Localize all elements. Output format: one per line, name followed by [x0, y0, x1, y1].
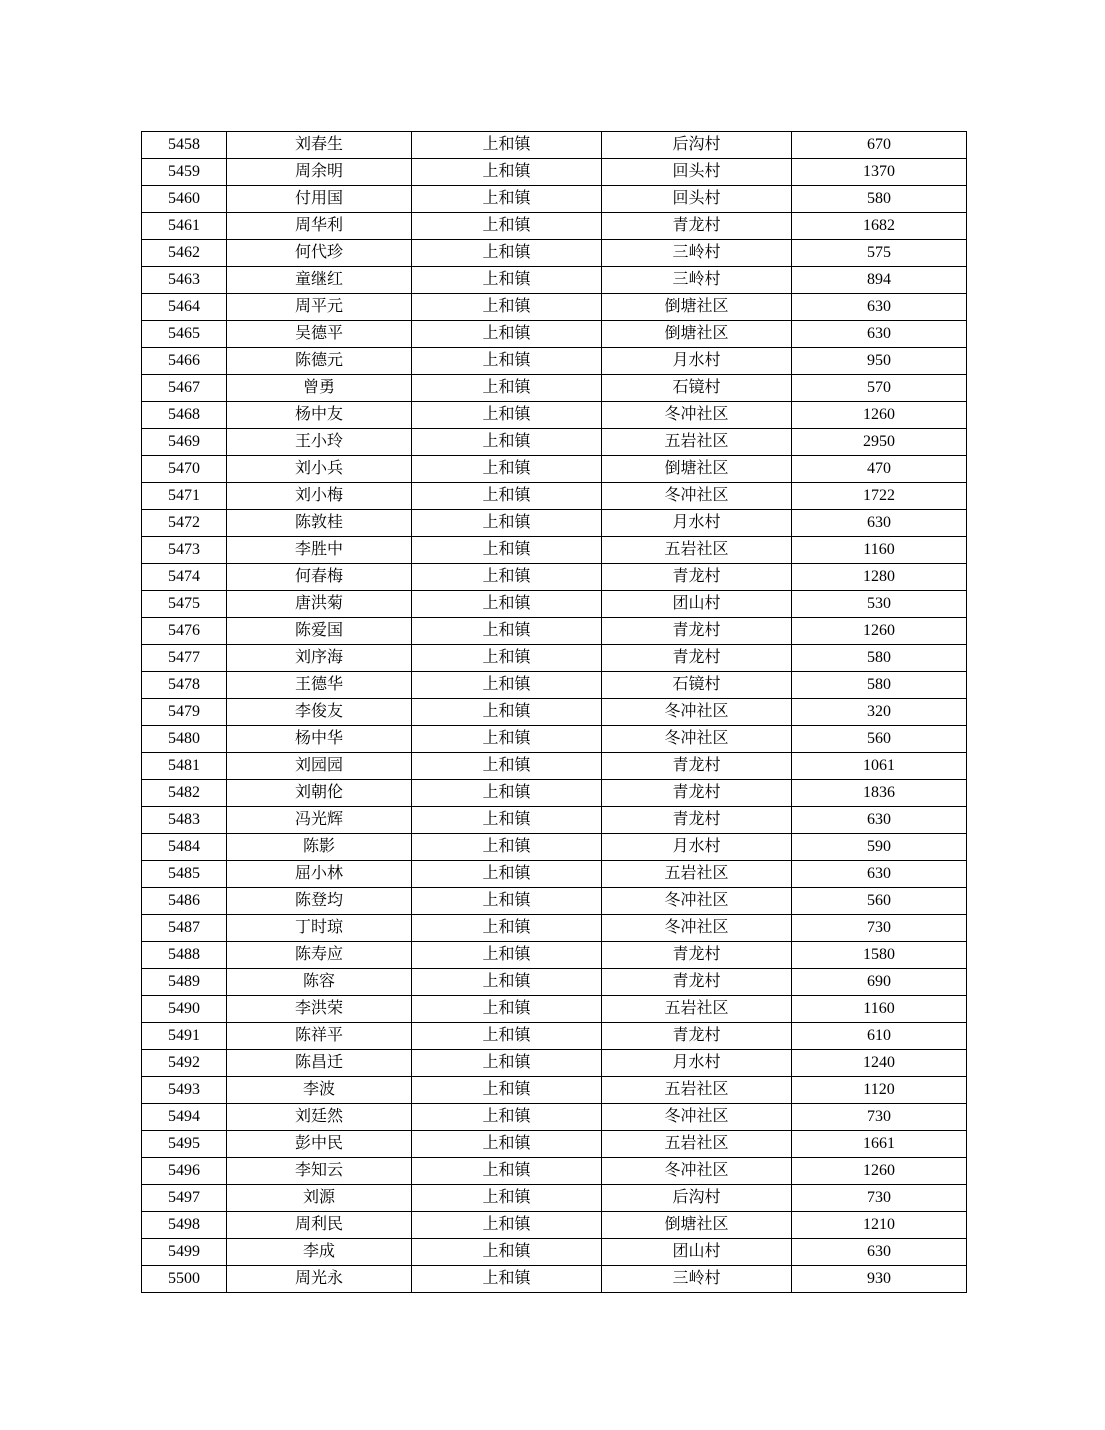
cell-village: 青龙村 [602, 942, 792, 969]
table-row [142, 618, 967, 645]
cell-amount: 1260 [792, 618, 967, 645]
cell-town: 上和镇 [412, 456, 602, 483]
cell-record-id: 5478 [142, 672, 227, 699]
cell-village: 五岩社区 [602, 429, 792, 456]
cell-village: 月水村 [602, 348, 792, 375]
cell-record-id: 5467 [142, 375, 227, 402]
cell-village: 青龙村 [602, 969, 792, 996]
cell-record-id: 5458 [142, 132, 227, 159]
cell-village: 月水村 [602, 510, 792, 537]
cell-person-name: 周平元 [227, 294, 412, 321]
cell-record-id: 5500 [142, 1266, 227, 1293]
cell-village: 三岭村 [602, 1266, 792, 1293]
cell-record-id: 5462 [142, 240, 227, 267]
cell-amount: 590 [792, 834, 967, 861]
cell-record-id: 5477 [142, 645, 227, 672]
cell-village: 青龙村 [602, 780, 792, 807]
cell-record-id: 5482 [142, 780, 227, 807]
cell-village: 石镜村 [602, 672, 792, 699]
cell-record-id: 5480 [142, 726, 227, 753]
cell-person-name: 陈昌迁 [227, 1050, 412, 1077]
cell-village: 石镜村 [602, 375, 792, 402]
cell-village: 月水村 [602, 834, 792, 861]
cell-amount: 610 [792, 1023, 967, 1050]
cell-record-id: 5461 [142, 213, 227, 240]
cell-town: 上和镇 [412, 807, 602, 834]
table-row [142, 1158, 967, 1185]
cell-village: 五岩社区 [602, 537, 792, 564]
cell-town: 上和镇 [412, 132, 602, 159]
cell-amount: 930 [792, 1266, 967, 1293]
cell-person-name: 李洪荣 [227, 996, 412, 1023]
cell-town: 上和镇 [412, 645, 602, 672]
table-row [142, 186, 967, 213]
cell-record-id: 5484 [142, 834, 227, 861]
cell-person-name: 陈影 [227, 834, 412, 861]
cell-record-id: 5494 [142, 1104, 227, 1131]
cell-record-id: 5495 [142, 1131, 227, 1158]
table-row [142, 483, 967, 510]
table-row [142, 240, 967, 267]
cell-town: 上和镇 [412, 510, 602, 537]
cell-town: 上和镇 [412, 186, 602, 213]
table-row [142, 942, 967, 969]
cell-person-name: 刘小梅 [227, 483, 412, 510]
cell-person-name: 屈小林 [227, 861, 412, 888]
cell-town: 上和镇 [412, 1104, 602, 1131]
cell-person-name: 唐洪菊 [227, 591, 412, 618]
cell-amount: 580 [792, 672, 967, 699]
cell-town: 上和镇 [412, 888, 602, 915]
cell-person-name: 周华利 [227, 213, 412, 240]
table-row [142, 1266, 967, 1293]
cell-village: 三岭村 [602, 267, 792, 294]
cell-village: 青龙村 [602, 564, 792, 591]
cell-town: 上和镇 [412, 564, 602, 591]
cell-amount: 560 [792, 726, 967, 753]
cell-person-name: 陈容 [227, 969, 412, 996]
table-row [142, 591, 967, 618]
cell-amount: 1836 [792, 780, 967, 807]
cell-amount: 690 [792, 969, 967, 996]
cell-town: 上和镇 [412, 1023, 602, 1050]
cell-record-id: 5479 [142, 699, 227, 726]
cell-town: 上和镇 [412, 348, 602, 375]
cell-village: 青龙村 [602, 753, 792, 780]
cell-town: 上和镇 [412, 942, 602, 969]
cell-village: 五岩社区 [602, 1077, 792, 1104]
cell-amount: 580 [792, 645, 967, 672]
cell-record-id: 5469 [142, 429, 227, 456]
cell-village: 冬冲社区 [602, 1158, 792, 1185]
records-table [141, 131, 967, 1293]
cell-town: 上和镇 [412, 672, 602, 699]
cell-village: 倒塘社区 [602, 294, 792, 321]
cell-record-id: 5499 [142, 1239, 227, 1266]
cell-village: 团山村 [602, 1239, 792, 1266]
cell-record-id: 5473 [142, 537, 227, 564]
table-row [142, 861, 967, 888]
cell-amount: 894 [792, 267, 967, 294]
cell-town: 上和镇 [412, 294, 602, 321]
cell-town: 上和镇 [412, 1185, 602, 1212]
table-row [142, 1212, 967, 1239]
cell-amount: 1722 [792, 483, 967, 510]
table-row [142, 294, 967, 321]
cell-town: 上和镇 [412, 537, 602, 564]
cell-village: 青龙村 [602, 618, 792, 645]
cell-amount: 530 [792, 591, 967, 618]
cell-town: 上和镇 [412, 699, 602, 726]
cell-record-id: 5498 [142, 1212, 227, 1239]
cell-person-name: 陈祥平 [227, 1023, 412, 1050]
cell-town: 上和镇 [412, 1158, 602, 1185]
cell-person-name: 周余明 [227, 159, 412, 186]
cell-record-id: 5497 [142, 1185, 227, 1212]
cell-village: 倒塘社区 [602, 321, 792, 348]
cell-town: 上和镇 [412, 969, 602, 996]
cell-record-id: 5463 [142, 267, 227, 294]
cell-record-id: 5472 [142, 510, 227, 537]
cell-record-id: 5476 [142, 618, 227, 645]
cell-person-name: 丁时琼 [227, 915, 412, 942]
cell-record-id: 5465 [142, 321, 227, 348]
cell-amount: 1160 [792, 996, 967, 1023]
cell-amount: 1160 [792, 537, 967, 564]
table-row [142, 1131, 967, 1158]
cell-amount: 630 [792, 321, 967, 348]
cell-record-id: 5460 [142, 186, 227, 213]
cell-person-name: 陈敦桂 [227, 510, 412, 537]
cell-record-id: 5487 [142, 915, 227, 942]
cell-record-id: 5490 [142, 996, 227, 1023]
cell-person-name: 曾勇 [227, 375, 412, 402]
cell-amount: 1661 [792, 1131, 967, 1158]
table-row [142, 267, 967, 294]
cell-amount: 730 [792, 1104, 967, 1131]
cell-person-name: 冯光辉 [227, 807, 412, 834]
cell-village: 后沟村 [602, 1185, 792, 1212]
cell-village: 回头村 [602, 159, 792, 186]
cell-record-id: 5493 [142, 1077, 227, 1104]
cell-person-name: 童继红 [227, 267, 412, 294]
cell-record-id: 5471 [142, 483, 227, 510]
table-row [142, 375, 967, 402]
cell-village: 月水村 [602, 1050, 792, 1077]
table-row [142, 1023, 967, 1050]
cell-town: 上和镇 [412, 834, 602, 861]
table-row [142, 321, 967, 348]
cell-amount: 470 [792, 456, 967, 483]
table-row [142, 1239, 967, 1266]
table-row [142, 510, 967, 537]
cell-village: 倒塘社区 [602, 1212, 792, 1239]
cell-town: 上和镇 [412, 591, 602, 618]
table-row [142, 780, 967, 807]
cell-amount: 2950 [792, 429, 967, 456]
cell-record-id: 5491 [142, 1023, 227, 1050]
cell-village: 冬冲社区 [602, 1104, 792, 1131]
cell-record-id: 5496 [142, 1158, 227, 1185]
cell-amount: 730 [792, 915, 967, 942]
table-row [142, 537, 967, 564]
cell-record-id: 5492 [142, 1050, 227, 1077]
cell-person-name: 王德华 [227, 672, 412, 699]
cell-village: 冬冲社区 [602, 888, 792, 915]
table-row [142, 645, 967, 672]
cell-person-name: 李俊友 [227, 699, 412, 726]
cell-record-id: 5474 [142, 564, 227, 591]
cell-village: 团山村 [602, 591, 792, 618]
cell-person-name: 陈登均 [227, 888, 412, 915]
cell-person-name: 周光永 [227, 1266, 412, 1293]
table-row [142, 1077, 967, 1104]
cell-town: 上和镇 [412, 996, 602, 1023]
cell-person-name: 李胜中 [227, 537, 412, 564]
cell-town: 上和镇 [412, 213, 602, 240]
cell-town: 上和镇 [412, 1239, 602, 1266]
cell-person-name: 刘园园 [227, 753, 412, 780]
table-row [142, 834, 967, 861]
table-row [142, 429, 967, 456]
cell-town: 上和镇 [412, 321, 602, 348]
cell-village: 冬冲社区 [602, 483, 792, 510]
cell-town: 上和镇 [412, 1131, 602, 1158]
cell-record-id: 5481 [142, 753, 227, 780]
cell-town: 上和镇 [412, 402, 602, 429]
cell-amount: 630 [792, 294, 967, 321]
cell-village: 冬冲社区 [602, 402, 792, 429]
table-row [142, 348, 967, 375]
cell-town: 上和镇 [412, 375, 602, 402]
cell-village: 青龙村 [602, 1023, 792, 1050]
cell-town: 上和镇 [412, 483, 602, 510]
table-row [142, 564, 967, 591]
table-row [142, 1050, 967, 1077]
cell-amount: 1120 [792, 1077, 967, 1104]
table-row [142, 915, 967, 942]
table-row [142, 996, 967, 1023]
cell-person-name: 李波 [227, 1077, 412, 1104]
table-row [142, 1104, 967, 1131]
cell-amount: 580 [792, 186, 967, 213]
cell-village: 三岭村 [602, 240, 792, 267]
cell-town: 上和镇 [412, 1266, 602, 1293]
cell-person-name: 彭中民 [227, 1131, 412, 1158]
cell-person-name: 付用国 [227, 186, 412, 213]
cell-town: 上和镇 [412, 861, 602, 888]
cell-person-name: 李知云 [227, 1158, 412, 1185]
table-row [142, 807, 967, 834]
cell-record-id: 5459 [142, 159, 227, 186]
cell-town: 上和镇 [412, 780, 602, 807]
cell-village: 冬冲社区 [602, 915, 792, 942]
cell-person-name: 刘朝伦 [227, 780, 412, 807]
cell-village: 后沟村 [602, 132, 792, 159]
table-row [142, 213, 967, 240]
cell-amount: 630 [792, 861, 967, 888]
cell-record-id: 5485 [142, 861, 227, 888]
cell-record-id: 5488 [142, 942, 227, 969]
table-row [142, 132, 967, 159]
cell-record-id: 5483 [142, 807, 227, 834]
cell-amount: 1370 [792, 159, 967, 186]
cell-village: 青龙村 [602, 807, 792, 834]
cell-person-name: 刘廷然 [227, 1104, 412, 1131]
cell-person-name: 陈寿应 [227, 942, 412, 969]
cell-person-name: 何代珍 [227, 240, 412, 267]
cell-person-name: 周利民 [227, 1212, 412, 1239]
cell-village: 五岩社区 [602, 996, 792, 1023]
cell-person-name: 王小玲 [227, 429, 412, 456]
cell-record-id: 5475 [142, 591, 227, 618]
cell-amount: 1240 [792, 1050, 967, 1077]
cell-person-name: 陈爱国 [227, 618, 412, 645]
cell-person-name: 杨中华 [227, 726, 412, 753]
cell-person-name: 李成 [227, 1239, 412, 1266]
cell-village: 青龙村 [602, 213, 792, 240]
cell-amount: 630 [792, 807, 967, 834]
cell-person-name: 吴德平 [227, 321, 412, 348]
cell-person-name: 何春梅 [227, 564, 412, 591]
table-row [142, 726, 967, 753]
cell-village: 冬冲社区 [602, 699, 792, 726]
table-row [142, 456, 967, 483]
cell-person-name: 杨中友 [227, 402, 412, 429]
cell-town: 上和镇 [412, 1077, 602, 1104]
cell-amount: 730 [792, 1185, 967, 1212]
cell-record-id: 5468 [142, 402, 227, 429]
table-row [142, 402, 967, 429]
cell-amount: 1260 [792, 402, 967, 429]
cell-amount: 1260 [792, 1158, 967, 1185]
table-row [142, 969, 967, 996]
cell-town: 上和镇 [412, 429, 602, 456]
cell-town: 上和镇 [412, 240, 602, 267]
records-table-body [142, 132, 967, 1293]
cell-town: 上和镇 [412, 915, 602, 942]
cell-record-id: 5464 [142, 294, 227, 321]
cell-town: 上和镇 [412, 618, 602, 645]
cell-town: 上和镇 [412, 159, 602, 186]
table-row [142, 672, 967, 699]
cell-village: 青龙村 [602, 645, 792, 672]
cell-amount: 1210 [792, 1212, 967, 1239]
cell-amount: 1280 [792, 564, 967, 591]
cell-record-id: 5486 [142, 888, 227, 915]
cell-record-id: 5470 [142, 456, 227, 483]
cell-amount: 560 [792, 888, 967, 915]
cell-village: 冬冲社区 [602, 726, 792, 753]
cell-amount: 670 [792, 132, 967, 159]
cell-person-name: 刘春生 [227, 132, 412, 159]
cell-person-name: 刘小兵 [227, 456, 412, 483]
table-row [142, 753, 967, 780]
cell-village: 回头村 [602, 186, 792, 213]
cell-person-name: 刘序海 [227, 645, 412, 672]
cell-amount: 630 [792, 510, 967, 537]
cell-town: 上和镇 [412, 753, 602, 780]
cell-town: 上和镇 [412, 1050, 602, 1077]
cell-town: 上和镇 [412, 1212, 602, 1239]
table-row [142, 159, 967, 186]
cell-person-name: 刘源 [227, 1185, 412, 1212]
table-row [142, 1185, 967, 1212]
cell-amount: 320 [792, 699, 967, 726]
table-row [142, 699, 967, 726]
cell-town: 上和镇 [412, 726, 602, 753]
cell-town: 上和镇 [412, 267, 602, 294]
cell-amount: 630 [792, 1239, 967, 1266]
cell-amount: 1580 [792, 942, 967, 969]
cell-village: 五岩社区 [602, 861, 792, 888]
cell-village: 倒塘社区 [602, 456, 792, 483]
cell-amount: 1061 [792, 753, 967, 780]
table-row [142, 888, 967, 915]
cell-amount: 575 [792, 240, 967, 267]
cell-person-name: 陈德元 [227, 348, 412, 375]
cell-amount: 570 [792, 375, 967, 402]
cell-record-id: 5466 [142, 348, 227, 375]
cell-village: 五岩社区 [602, 1131, 792, 1158]
cell-amount: 950 [792, 348, 967, 375]
cell-record-id: 5489 [142, 969, 227, 996]
cell-amount: 1682 [792, 213, 967, 240]
